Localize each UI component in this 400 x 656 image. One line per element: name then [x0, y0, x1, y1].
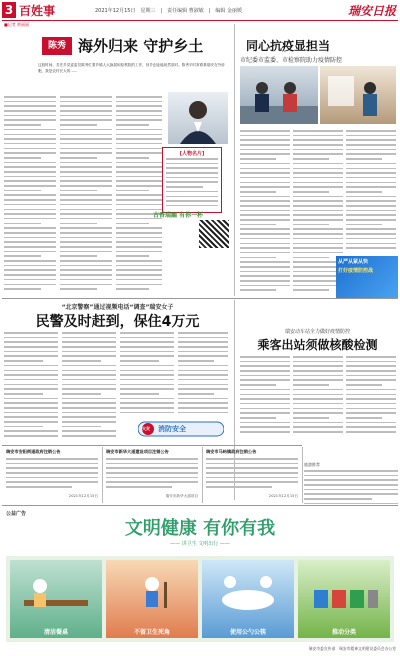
article3-body-col2: [62, 332, 116, 442]
article3-body-col1: [4, 332, 58, 442]
article2-photo-right: [320, 66, 396, 124]
article1-body-col3: [116, 96, 162, 296]
profile-text: [166, 158, 218, 208]
header-rule: [2, 20, 398, 21]
notice-date: 2021年12月15日: [68, 494, 98, 498]
section-divider: [2, 505, 398, 506]
public-ad-label: 公益广告: [6, 511, 27, 517]
article3-body-col3: [120, 332, 174, 417]
public-ad-title: 文明健康 有你有我: [124, 518, 276, 539]
notice-date: 2021年12月15日: [268, 494, 298, 498]
article2-subhead: 市纪委市监委、市检察院助力疫情防控: [240, 57, 343, 64]
card-caption: 不留卫生死角: [133, 629, 170, 636]
card-caption: 使用公勺公筷: [229, 629, 266, 636]
notice-body: [6, 458, 98, 490]
newspaper-brand: 瑞安日报: [347, 4, 396, 18]
article4-body-col1: [240, 356, 290, 438]
public-ad-card: [298, 560, 390, 638]
officials-illustration: [240, 66, 318, 124]
classified-items: [304, 470, 398, 504]
notice-title: 瑞安市安阳街道政府注销公告: [6, 449, 61, 454]
notice-title: 瑞安市新华大道建设项目注销公告: [106, 449, 169, 454]
classified-title: 旅游推荐: [304, 462, 320, 467]
banner-line2: 打好疫情防控战: [338, 268, 374, 274]
fire-safety-badge: [138, 420, 224, 438]
section-divider: [2, 298, 398, 299]
notices-divider: [2, 445, 302, 446]
portrait-photo: [168, 92, 228, 144]
article2-body-col3: [346, 130, 396, 252]
article1-lead: 这段时间，芳庄乡党委委员陈秀忙着乡镇人大换届和检察院的工作，回乡创业能坦然面对。陈秀平时常联系瑞安在外侨胞，我是农村长大的……: [38, 63, 225, 73]
public-ad-subtitle: —— 讲卫生 文明出行 ——: [170, 541, 230, 547]
article4-body-col3: [346, 356, 396, 438]
profile-title: [人物名片]: [179, 151, 205, 157]
notice-signer: 瑞安市新华大道项目: [165, 494, 198, 498]
article4-headline: 乘客出站须做核酸检测: [257, 338, 378, 352]
public-ad-card: [202, 560, 294, 638]
issue-meta: 2021年12月15日 星期三 | 责任编辑 曹淑敏 | 编辑 金丽媛: [95, 8, 242, 14]
article3-body-col4: [178, 332, 228, 417]
article3-kicker: “北京警察”通过视频电话“调查”瑞安女子: [61, 304, 174, 311]
notice-divider: [102, 447, 103, 503]
article-tag: 陈秀: [42, 37, 72, 55]
article3-headline: 民警及时赶到，保住4万元: [35, 314, 200, 330]
page-header: [0, 0, 400, 22]
article1-body-col1: [4, 96, 56, 296]
article-byline: ■记者 黄丽丽: [4, 22, 30, 27]
public-ad-panel: [6, 556, 394, 642]
portrait-illustration: [168, 92, 228, 144]
article2-photo-left: [240, 66, 318, 124]
banner-line1: 从严从紧从快: [338, 259, 369, 265]
page-number: 3: [2, 2, 16, 18]
article2-body-col1: [240, 130, 290, 295]
notice-title: 瑞安市马屿镇政府注销公告: [206, 449, 257, 454]
epidemic-banner: [336, 256, 398, 298]
section-title: 百姓事: [19, 4, 56, 18]
article1-headline: 海外归来 守护乡土: [78, 37, 204, 55]
fire-badge-label: 火灾: [142, 426, 150, 431]
qr-code[interactable]: [199, 220, 229, 248]
public-ad-card: [106, 560, 198, 638]
notice-divider: [202, 447, 203, 503]
article4-kicker: 瑞安动车站全力做好疫情防控: [284, 329, 350, 335]
tea-promo-text: 古香瑞幽 有你一杯: [153, 212, 204, 219]
public-ad-footer: 瑞安市委宣传部 瑞安市精神文明建设委员会办公室: [308, 646, 396, 651]
notice-divider: [302, 447, 303, 503]
notice-body: [106, 458, 198, 490]
public-ad-card: [10, 560, 102, 638]
article1-body-col2: [60, 96, 112, 296]
article4-body-col2: [293, 356, 343, 438]
tea-promo: [153, 210, 233, 250]
checkpoint-illustration: [320, 66, 396, 124]
profile-box: [162, 147, 222, 213]
column-divider: [234, 24, 235, 296]
classified-list: [304, 462, 398, 468]
card-caption: 推动分类: [331, 629, 356, 636]
article2-headline: 同心抗疫显担当: [246, 39, 331, 53]
notice-body: [206, 458, 298, 490]
fire-badge-text: 消防安全: [158, 425, 186, 433]
card-caption: 清洁餐桌: [43, 629, 68, 636]
